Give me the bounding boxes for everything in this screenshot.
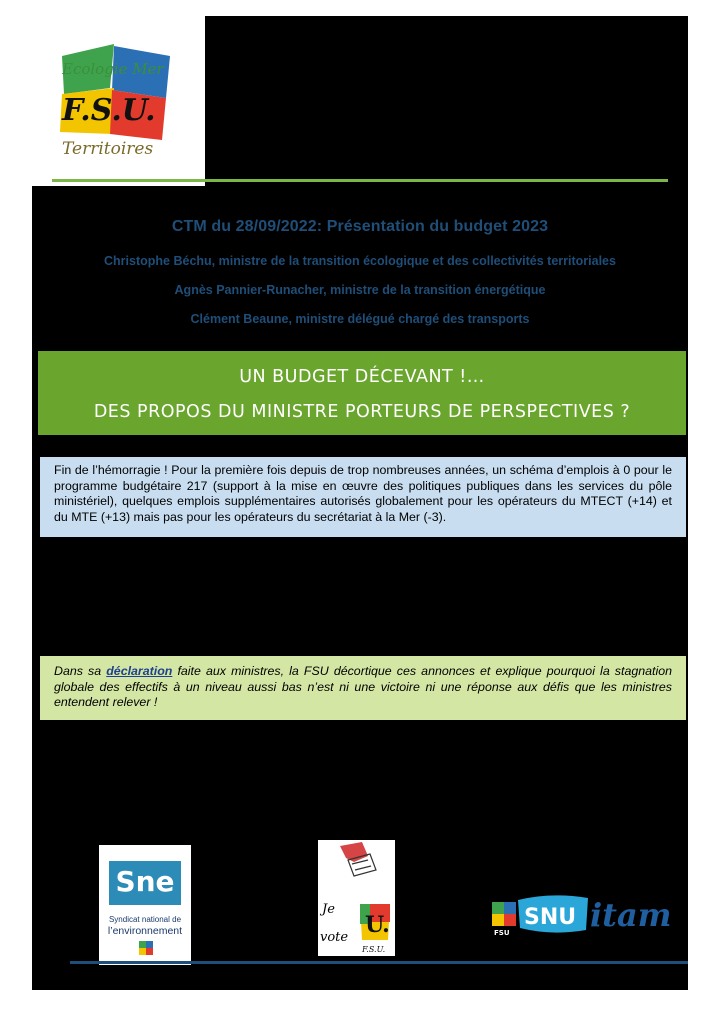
fsu-logo-graphic — [32, 16, 205, 186]
fsu-mini-icon — [139, 941, 153, 955]
je-vote-fsu-logo — [318, 840, 395, 956]
snuitam-script: itam — [590, 896, 672, 934]
snuitam-logo — [492, 884, 682, 944]
banner-line-2: DES PROPOS DU MINISTRE PORTEURS DE PERSPECTIVES ? — [93, 402, 631, 422]
snuitam-logo-graphic — [492, 884, 682, 944]
footer-divider — [70, 961, 688, 964]
sne-logo-line-2: l’environnement — [107, 925, 183, 937]
sne-logo-line-1: Syndicat national de — [108, 915, 182, 924]
fsu-logo — [32, 16, 205, 186]
header-divider — [52, 179, 668, 182]
declaration-link[interactable]: déclaration — [106, 664, 173, 678]
vote-brand: F.S.U. — [362, 945, 386, 954]
sne-logo-name: Sne — [115, 865, 175, 898]
summary-box — [40, 457, 686, 537]
page-title: CTM du 28/09/2022: Présentation du budget 2023 — [171, 218, 549, 235]
logo-main-text: F.S.U. — [62, 93, 156, 128]
minister-line-1: Christophe Béchu, ministre de la transition écologique et des collectivités territoriales — [104, 254, 616, 268]
declaration-text-after: faite aux ministres, la FSU décortique ces annonces et explique pourquoi la stagnation globale des effectifs à un niveau aussi bas n’est ni une victoire ni une réponse aux défis que les ministres entendent relever ! — [54, 664, 672, 710]
headline-banner — [38, 351, 686, 435]
summary-text: Fin de l’hémorragie ! Pour la première fois depuis de trop nombreuses années, un schéma d’emplois à 0 pour le programme budgétaire 217 (support à la mise en œuvre des politiques publiques dans les services du pôle ministériel), quelques emplois supplémentaires autorisés globalement pour les opérateurs du MTECT (+14) et du MTE (+13) mais pas pour les opérateurs du secrétariat à la Mer (-3). — [54, 463, 672, 524]
svg-text:U.: U. — [365, 912, 390, 938]
snuitam-name: SNU — [524, 905, 577, 930]
banner-line-1: UN BUDGET DÉCEVANT !… — [239, 367, 485, 387]
minister-line-2: Agnès Pannier-Runacher, ministre de la transition énergétique — [174, 283, 546, 297]
sne-logo — [99, 845, 191, 965]
vote-line-2: vote — [320, 930, 349, 945]
logo-bottom-text: Territoires — [62, 139, 154, 159]
vote-line-1: Je — [322, 902, 335, 917]
sne-logo-square — [109, 861, 181, 905]
declaration-box — [40, 656, 686, 720]
logo-top-text: Ecologie Mer — [62, 60, 164, 78]
snuitam-brand: FSU — [494, 929, 510, 937]
declaration-text-before: Dans sa — [54, 664, 107, 678]
minister-line-3: Clément Beaune, ministre délégué chargé des transports — [190, 312, 530, 326]
